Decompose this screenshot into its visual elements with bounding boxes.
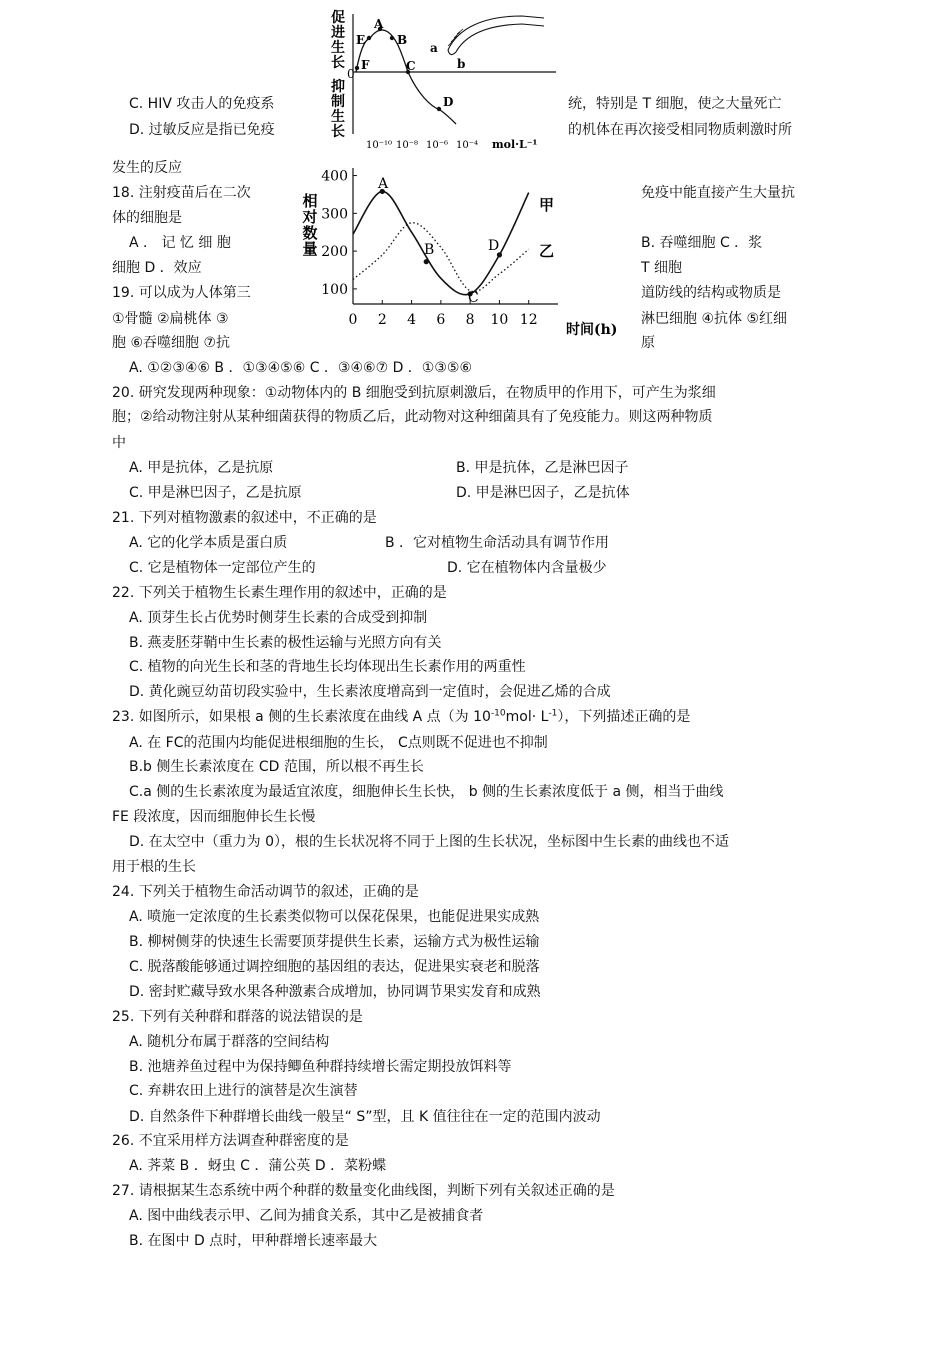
q23-stem-part1: 23. 如图所示，如果根 a 侧的生长素浓度在曲线 A 点（为 10 (112, 709, 491, 725)
q24-stem: 24. 下列关于植物生命活动调节的叙述，正确的是 (112, 884, 419, 900)
q17-option-d-left: D. 过敏反应是指已免疫 (129, 122, 275, 138)
q24-option-a: A. 喷施一定浓度的生长素类似物可以保花保果，也能促进果实成熟 (129, 909, 540, 925)
q18-option-bc: B. 吞噬细胞 C ．浆 (641, 235, 763, 251)
q27-option-a: A. 图中曲线表示甲、乙间为捕食关系，其中乙是被捕食者 (129, 1208, 484, 1224)
label-a: A (374, 17, 384, 31)
q17-option-c-left: C. HIV 攻击人的免疫系 (129, 96, 275, 112)
q23-exponent-1: -10 (490, 708, 506, 719)
chart-xlabel: 时间(h) (566, 322, 618, 338)
annot-d: D (488, 238, 500, 254)
q25-option-d: D. 自然条件下种群增长曲线一般呈“ S”型，且 K 值往往在一定的范围内波动 (129, 1109, 601, 1125)
x-tick-label: 10 (490, 312, 509, 328)
q20-stem-1: 20. 研究发现两种现象：①动物体内的 B 细胞受到抗原刺激后，在物质甲的作用下，可产生为浆细 (112, 385, 716, 401)
q19-items-1-right: 淋巴细胞 ④抗体 ⑤红细 (641, 311, 788, 327)
tick-1e-10: 10⁻¹⁰ (366, 140, 393, 151)
q20-option-c: C. 甲是淋巴因子，乙是抗原 (129, 485, 302, 501)
y-tick-label: 100 (321, 281, 348, 298)
x-tick-label: 8 (465, 312, 475, 328)
label-d: D (443, 95, 454, 109)
q21-option-c: C. 它是植物体一定部位产生的 (129, 560, 316, 576)
y-label-promote: 促进生长 (331, 10, 345, 71)
x-tick-label: 6 (436, 312, 446, 328)
q18-option-cont-right: T 细胞 (641, 260, 683, 276)
q25-stem: 25. 下列有关种群和群落的说法错误的是 (112, 1009, 363, 1025)
q22-option-d: D. 黄化豌豆幼苗切段实验中，生长素浓度增高到一定值时，会促进乙烯的合成 (129, 684, 611, 700)
x-tick-label: 12 (519, 312, 538, 328)
root-tip (448, 50, 456, 55)
q17-option-c-right: 统，特别是 T 细胞，使之大量死亡 (568, 96, 782, 112)
q23-option-d-cont: 用于根的生长 (112, 859, 196, 875)
q23-option-c-cont: FE 段浓度，因而细胞伸长生长慢 (112, 809, 316, 825)
q25-option-a: A. 随机分布属于群落的空间结构 (129, 1034, 330, 1050)
q25-option-b: B. 池塘养鱼过程中为保持鲫鱼种群持续增长需定期投放饵料等 (129, 1059, 512, 1075)
q23-option-a: A. 在 FC的范围内均能促进根细胞的生长， C点则既不促进也不抑制 (129, 735, 548, 751)
q26-options: A. 荠菜 B ．蚜虫 C ．蒲公英 D ．菜粉蝶 (129, 1158, 387, 1174)
tick-1e-4: 10⁻⁴ (456, 140, 479, 151)
point-b (390, 36, 394, 40)
q19-items-2-right: 原 (641, 335, 655, 351)
q24-option-c: C. 脱落酸能够通过调控细胞的基因组的表达，促进果实衰老和脱落 (129, 959, 540, 975)
q21-option-b: B ．它对植物生命活动具有调节作用 (385, 535, 610, 551)
q20-option-d: D. 甲是淋巴因子，乙是抗体 (456, 485, 630, 501)
root-hatching (448, 29, 463, 46)
q23-option-d: D. 在太空中（重力为 0），根的生长状况将不同于上图的生长状况，坐标图中生长素的曲线也不适 (129, 834, 730, 850)
root-outline-outer (448, 16, 544, 50)
label-c: C (406, 59, 416, 73)
q25-option-c: C. 弃耕农田上进行的演替是次生演替 (129, 1083, 358, 1099)
q24-option-b: B. 柳树侧芽的快速生长需要顶芽提供生长素，运输方式为极性运输 (129, 934, 540, 950)
q24-option-d: D. 密封贮藏导致水果各种激素合成增加，协同调节果实发育和成熟 (129, 984, 541, 1000)
q23-stem-part2: mol· L (505, 709, 549, 725)
q21-option-a: A. 它的化学本质是蛋白质 (129, 535, 288, 551)
q22-option-c: C. 植物的向光生长和茎的背地生长均体现出生长素作用的两重性 (129, 659, 526, 675)
q23-exponent-2: -1 (548, 708, 558, 719)
q21-option-d: D. 它在植物体内含量极少 (447, 560, 607, 576)
y-label-inhibit: 抑制生长 (331, 79, 345, 140)
x-unit: mol·L⁻¹ (492, 138, 538, 151)
y-tick-label: 300 (321, 206, 348, 223)
q19-stem-left: 19. 可以成为人体第三 (112, 285, 251, 301)
q18-option-cont-left: 细胞 D ．效应 (112, 260, 202, 276)
q27-stem: 27. 请根据某生态系统中两个种群的数量变化曲线图，判断下列有关叙述正确的是 (112, 1183, 615, 1199)
origin-zero: 0 (347, 67, 355, 81)
q23-option-c: C.a 侧的生长素浓度为最适宜浓度，细胞伸长生长快， b 侧的生长素浓度低于 a 侧，相当于曲线 (129, 784, 724, 800)
q20-option-a: A. 甲是抗体，乙是抗原 (129, 460, 274, 476)
q23-option-b: B.b 侧生长素浓度在 CD 范围，所以根不再生长 (129, 759, 424, 775)
q18-stem-right: 免疫中能直接产生大量抗 (641, 185, 795, 201)
q20-stem-2: 胞；②给动物注射从某种细菌获得的物质乙后，此动物对这种细菌具有了免疫能力。则这两种物质 (112, 409, 713, 425)
q19-stem-right: 道防线的结构或物质是 (641, 285, 781, 301)
root-side-a: a (430, 41, 438, 55)
label-e: E (356, 33, 366, 47)
point-d (437, 107, 441, 111)
q21-stem: 21. 下列对植物激素的叙述中，不正确的是 (112, 510, 377, 526)
q18-stem-left-2: 体的细胞是 (112, 210, 182, 226)
x-tick-label: 2 (377, 312, 387, 328)
chart-ylabel: 相对数量 (302, 192, 318, 258)
q18-option-a: A ． 记 忆 细 胞 (129, 235, 231, 251)
x-tick-label: 4 (407, 312, 417, 328)
point-e (367, 36, 371, 40)
y-tick-label: 400 (321, 168, 348, 185)
q22-option-a: A. 顶芽生长占优势时侧芽生长素的合成受到抑制 (129, 610, 428, 626)
root-side-b: b (457, 57, 466, 71)
q19-items-1-left: ①骨髓 ②扁桃体 ③ (112, 311, 229, 327)
q23-stem-part3: ），下列描述正确的是 (557, 709, 691, 725)
x-tick-label: 0 (348, 312, 358, 328)
tick-1e-8: 10⁻⁸ (396, 140, 419, 151)
root-outline-inner (456, 24, 544, 52)
y-tick-label: 200 (321, 244, 348, 261)
q23-stem (112, 708, 690, 726)
auxin-curve-figure (326, 8, 560, 154)
series-yi-line (353, 223, 529, 292)
q18-stem-left: 18. 注射疫苗后在二次 (112, 185, 251, 201)
point-f (355, 66, 359, 70)
q20-stem-3: 中 (112, 435, 126, 451)
point-b (424, 259, 429, 264)
q17-option-d-cont: 发生的反应 (112, 160, 182, 176)
annot-c: C (468, 290, 479, 306)
tick-1e-6: 10⁻⁶ (426, 140, 449, 151)
q19-items-2-left: 胞 ⑥吞噬细胞 ⑦抗 (112, 335, 231, 351)
label-f: F (361, 58, 370, 72)
q27-option-b: B. 在图中 D 点时，甲种群增长速率最大 (129, 1233, 378, 1249)
population-chart (296, 158, 626, 340)
annot-a: A (378, 176, 389, 192)
series-label-yi: 乙 (539, 242, 555, 260)
series-label-jia: 甲 (539, 196, 555, 214)
q17-option-d-right: 的机体在再次接受相同物质刺激时所 (568, 122, 792, 138)
q19-options: A. ①②③④⑥ B ．①③④⑤⑥ C ．③④⑥⑦ D ．①③⑤⑥ (129, 360, 473, 376)
label-b: B (397, 33, 408, 47)
q26-stem: 26. 不宜采用样方法调查种群密度的是 (112, 1133, 349, 1149)
q22-option-b: B. 燕麦胚芽鞘中生长素的极性运输与光照方向有关 (129, 635, 442, 651)
annot-b: B (424, 242, 435, 258)
q20-option-b: B. 甲是抗体，乙是淋巴因子 (456, 460, 629, 476)
series-jia-line (353, 191, 529, 294)
q22-stem: 22. 下列关于植物生长素生理作用的叙述中，正确的是 (112, 585, 447, 601)
